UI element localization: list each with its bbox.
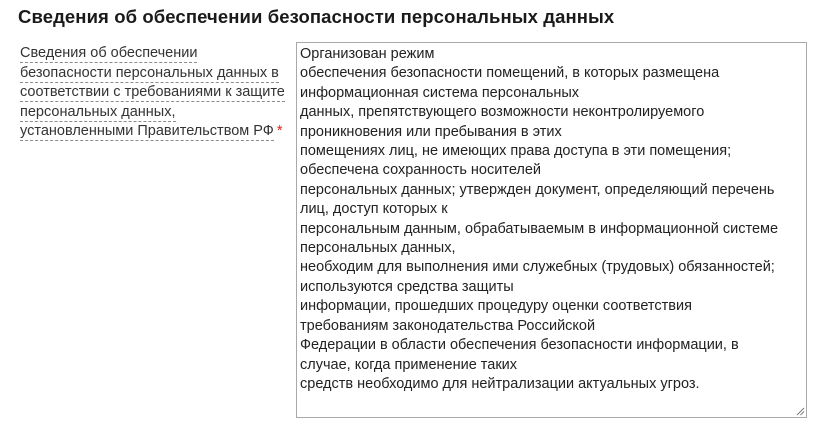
security-info-textarea[interactable]: [296, 42, 807, 418]
field-label: [20, 44, 288, 142]
field-label-text: Сведения об обеспечении безопасности персональных данных в соответствии с требованиями к защите персональных данных, установленными Правительством РФ: [20, 45, 285, 140]
security-info-text[interactable]: Организован режим обеспечения безопасности помещений, в которых размещена информационная система персональных данных, препятствующего возможности неконтролируемого проникновения или пребывания в этих помещениях лиц, не имеющих права доступа в эти помещения; обеспечена сохранность носителей персональных данных; утвержден документ, определяющий перечень лиц, доступ которых к персональным данным, обрабатываемым в информационной системе персональных данных, необходим для выполнения ими служебных (трудовых) обязанностей; используются средства защиты информации, прошедших процедуру оценки соответствия требованиям законодательства Российской Федерации в области обеспечения безопасности информации, в случае, когда применение таких средств необходимо для нейтрализации актуальных угроз.: [300, 46, 779, 392]
resize-grip-icon[interactable]: [795, 406, 805, 416]
section-title: Сведения об обеспечении безопасности персональных данных: [18, 6, 615, 27]
required-mark: *: [276, 123, 283, 140]
